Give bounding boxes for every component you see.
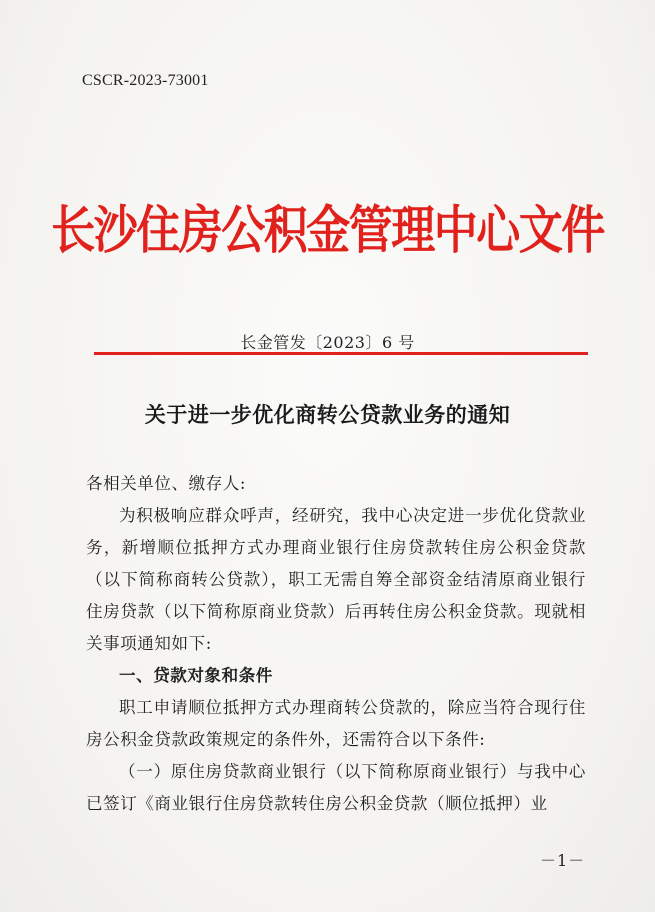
- notice-title: 关于进一步优化商转公贷款业务的通知: [144, 402, 511, 427]
- paragraph-conditions: 职工申请顺位抵押方式办理商转公贷款的，除应当符合现行住房公积金贷款政策规定的条件外，还需符合以下条件:: [86, 698, 586, 749]
- page-number: －1－: [540, 851, 586, 870]
- organization-header-title: 长沙住房公积金管理中心文件: [51, 200, 604, 262]
- document-number: 长金管发〔2023〕6 号: [240, 333, 415, 352]
- document-code: CSCR-2023-73001: [82, 72, 209, 89]
- section-heading-1: 一、贷款对象和条件: [119, 666, 273, 685]
- red-divider-line: [94, 352, 588, 355]
- salutation: 各相关单位、缴存人:: [86, 474, 247, 493]
- paragraph-condition-1: （一）原住房贷款商业银行（以下简称原商业银行）与我中心已签订《商业银行住房贷款转住房公积金贷款（顺位抵押）业: [86, 762, 586, 813]
- paragraph-intro: 为积极响应群众呼声，经研究，我中心决定进一步优化贷款业务，新增顺位抵押方式办理商业银行住房贷款转住房公积金贷款（以下简称商转公贷款），职工无需自筹全部资金结清原商业银行住房贷款（以下简称原商业贷款）后再转住房公积金贷款。现就相关事项通知如下:: [86, 506, 586, 653]
